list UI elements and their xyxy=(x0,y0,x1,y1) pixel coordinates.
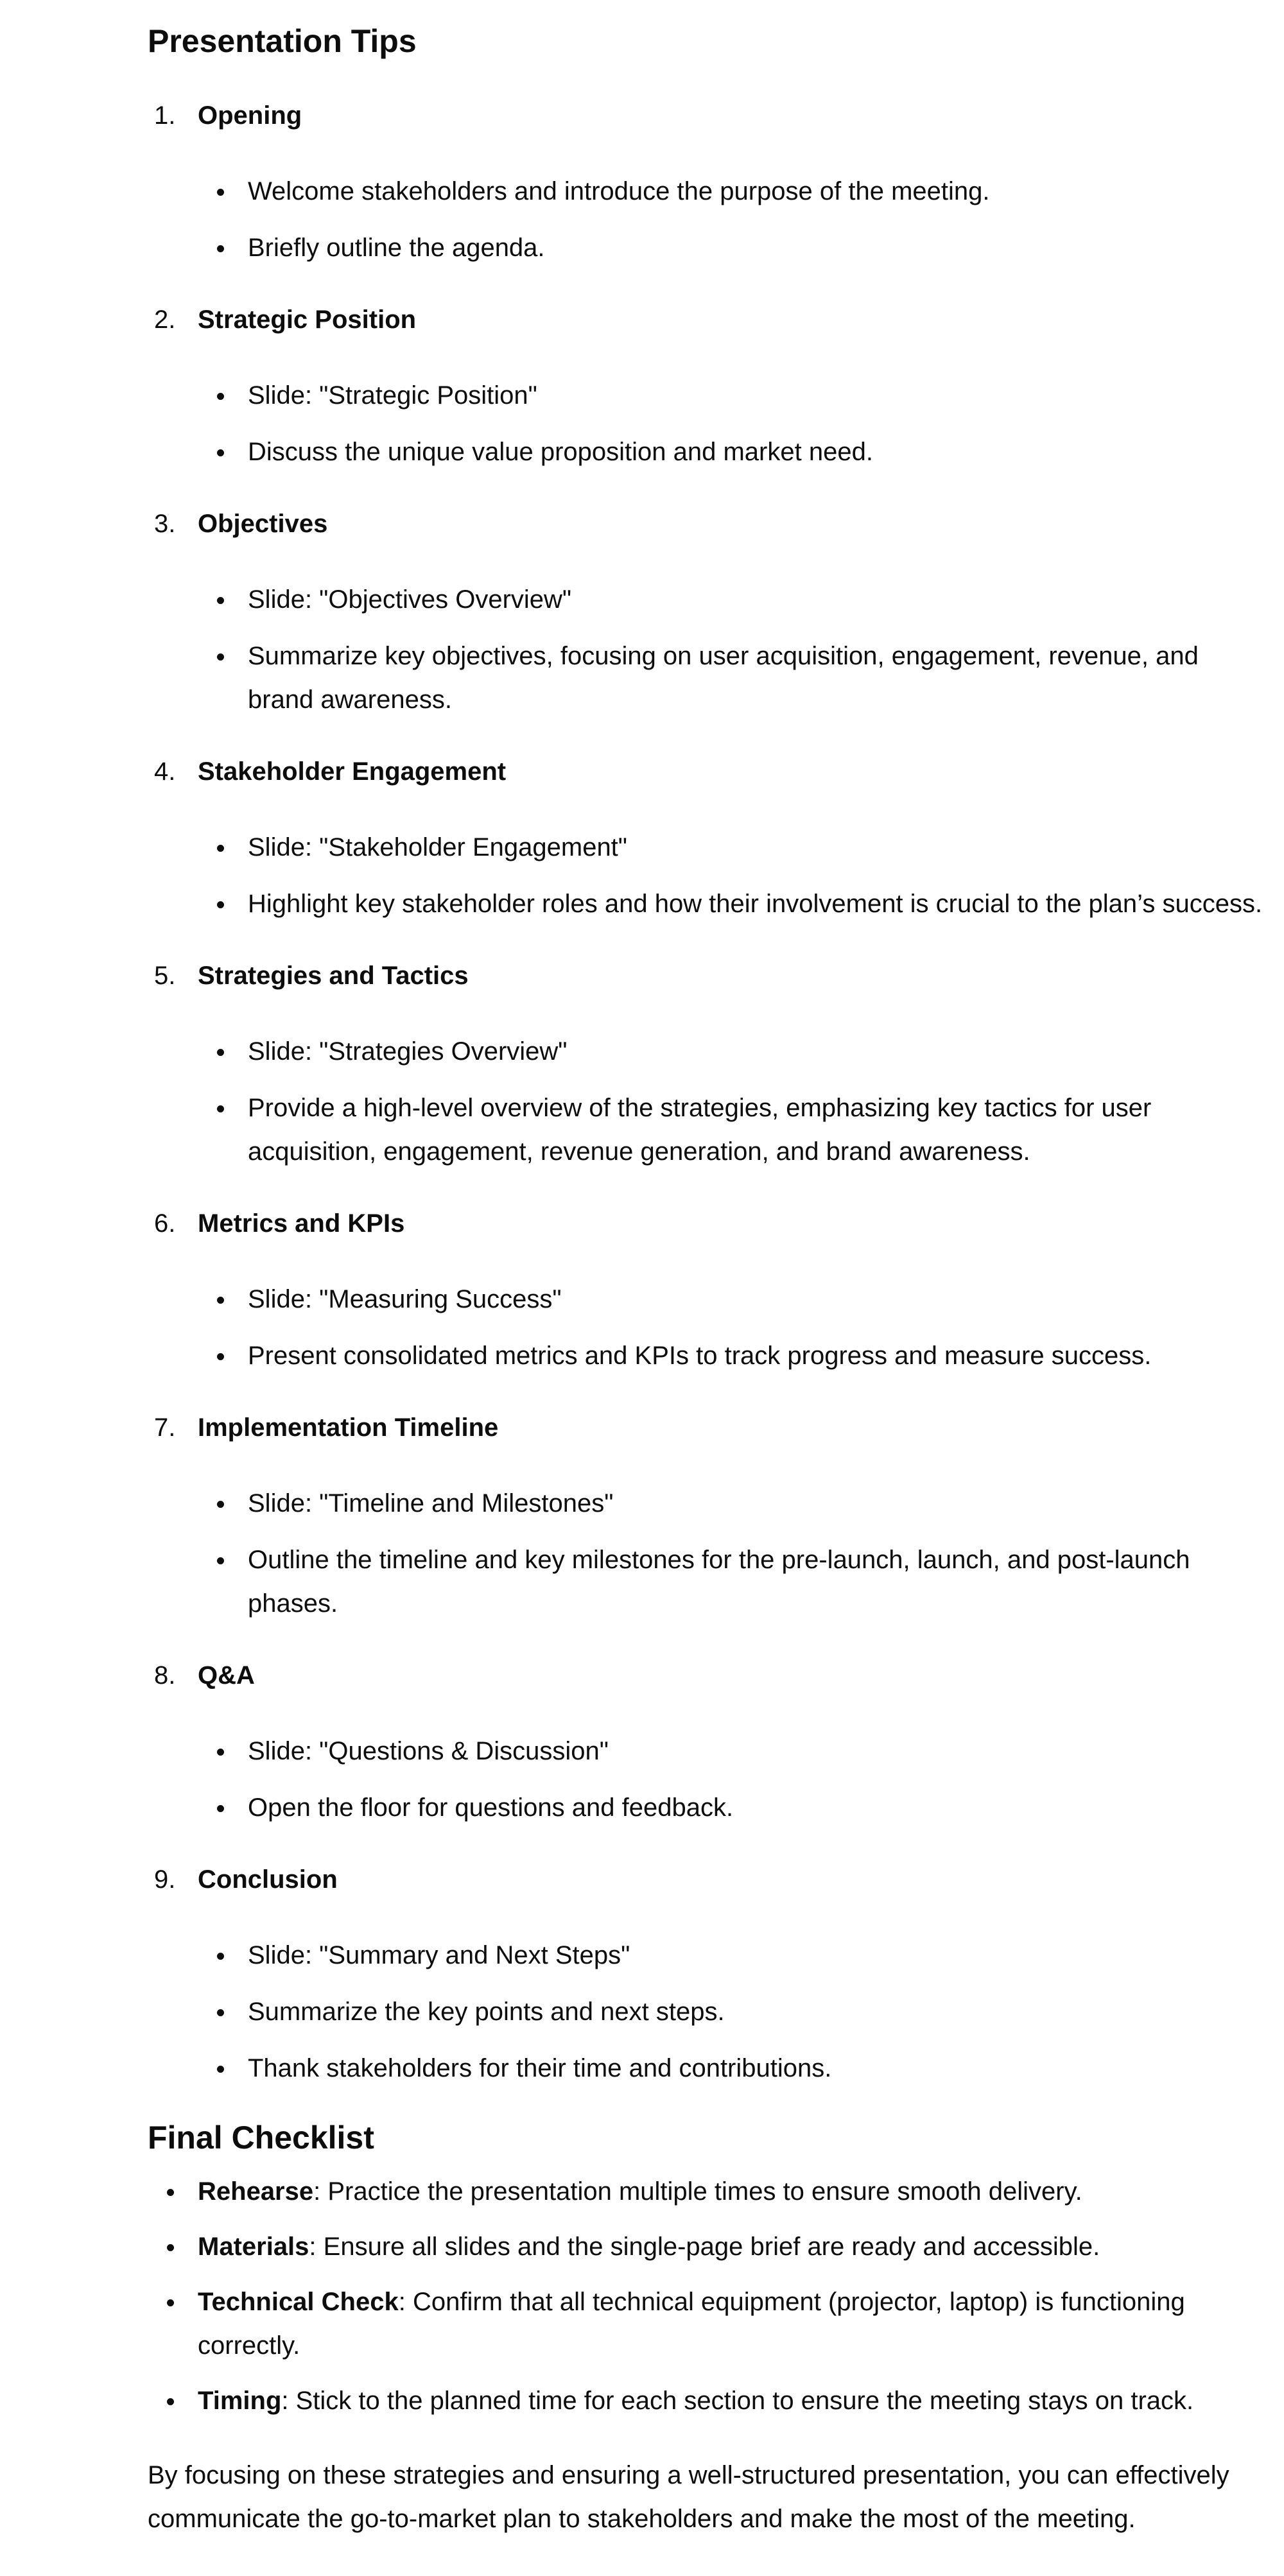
tip-bullet: Present consolidated metrics and KPIs to track progress and measure success. xyxy=(198,1334,1265,1378)
tip-number: 6. xyxy=(154,1209,176,1238)
tip-bullet: Slide: "Strategic Position" xyxy=(198,374,1265,417)
tip-number: 7. xyxy=(154,1413,176,1442)
tip-title: Strategic Position xyxy=(198,306,417,334)
tip-bullet: Discuss the unique value proposition and market need. xyxy=(198,430,1265,474)
tip-number: 9. xyxy=(154,1865,176,1894)
tip-item xyxy=(148,1408,1265,1625)
tip-bullet: Summarize the key points and next steps. xyxy=(198,1990,1265,2034)
tip-item xyxy=(148,1204,1265,1378)
tip-item xyxy=(148,752,1265,926)
tip-bullet: Provide a high-level overview of the strategies, emphasizing key tactics for user acquisition, engagement, revenue generation, and brand awareness. xyxy=(198,1086,1265,1173)
tip-item xyxy=(148,505,1265,722)
tip-title: Strategies and Tactics xyxy=(198,962,469,990)
closing-paragraph: By focusing on these strategies and ensuring a well-structured presentation, you can effectively communicate the go-to-market plan to stakeholders and make the most of the meeting. xyxy=(148,2461,1229,2533)
tip-bullet: Slide: "Timeline and Milestones" xyxy=(198,1482,1265,1525)
tip-number: 4. xyxy=(154,757,176,786)
tip-bullet: Outline the timeline and key milestones for the pre-launch, launch, and post-launch phases. xyxy=(198,1538,1265,1625)
tip-bullet: Slide: "Measuring Success" xyxy=(198,1277,1265,1321)
tip-number: 5. xyxy=(154,962,176,990)
tip-number: 8. xyxy=(154,1661,176,1690)
tip-title: Implementation Timeline xyxy=(198,1413,499,1442)
checklist-item xyxy=(148,2170,1265,2213)
tip-bullet: Highlight key stakeholder roles and how their involvement is crucial to the plan’s success. xyxy=(198,882,1265,926)
tip-item xyxy=(148,300,1265,474)
tip-bullets xyxy=(198,1933,1265,2090)
tip-bullet: Slide: "Objectives Overview" xyxy=(198,578,1265,621)
tip-number: 3. xyxy=(154,510,176,538)
checklist-label: Materials xyxy=(198,2233,309,2261)
checklist-label: Timing xyxy=(198,2387,282,2415)
tip-bullets xyxy=(198,1482,1265,1625)
tip-item xyxy=(148,1860,1265,2090)
tip-number: 1. xyxy=(154,101,176,130)
tip-bullet: Slide: "Strategies Overview" xyxy=(198,1030,1265,1073)
tip-bullet: Summarize key objectives, focusing on user acquisition, engagement, revenue, and brand awareness. xyxy=(198,634,1265,722)
tip-bullets xyxy=(198,578,1265,722)
tip-bullet: Slide: "Summary and Next Steps" xyxy=(198,1933,1265,1977)
checklist-text: : Stick to the planned time for each section to ensure the meeting stays on track. xyxy=(281,2387,1194,2415)
checklist-text: : Confirm that all technical equipment (projector, laptop) is functioning correctly. xyxy=(198,2288,1185,2360)
tip-title: Stakeholder Engagement xyxy=(198,757,507,786)
tip-number: 2. xyxy=(154,306,176,334)
tip-title: Metrics and KPIs xyxy=(198,1209,405,1238)
checklist-label: Technical Check xyxy=(198,2288,399,2316)
tip-bullet: Slide: "Stakeholder Engagement" xyxy=(198,826,1265,869)
checklist-text: : Practice the presentation multiple times to ensure smooth delivery. xyxy=(313,2177,1082,2206)
tip-bullets xyxy=(198,1030,1265,1173)
document-content xyxy=(148,0,1265,2541)
checklist-item xyxy=(148,2280,1265,2367)
tip-item xyxy=(148,956,1265,1173)
checklist-item xyxy=(148,2379,1265,2423)
tip-bullet: Briefly outline the agenda. xyxy=(198,226,1265,270)
tip-bullets xyxy=(198,1729,1265,1829)
tip-title: Opening xyxy=(198,101,302,130)
checklist-item xyxy=(148,2225,1265,2269)
tip-title: Conclusion xyxy=(198,1865,338,1894)
checklist-text: : Ensure all slides and the single-page brief are ready and accessible. xyxy=(309,2233,1100,2261)
tip-item xyxy=(148,96,1265,270)
tip-bullets xyxy=(198,374,1265,474)
tip-bullet: Welcome stakeholders and introduce the purpose of the meeting. xyxy=(198,169,1265,213)
tip-bullet: Thank stakeholders for their time and contributions. xyxy=(198,2046,1265,2090)
checklist xyxy=(148,2170,1265,2423)
tip-item xyxy=(148,1656,1265,1829)
tips-list xyxy=(148,96,1265,2090)
page-title: Presentation Tips xyxy=(148,23,417,59)
tip-bullets xyxy=(198,169,1265,270)
checklist-label: Rehearse xyxy=(198,2177,314,2206)
tip-bullet: Open the floor for questions and feedback. xyxy=(198,1786,1265,1829)
tip-title: Objectives xyxy=(198,510,328,538)
tip-bullets xyxy=(198,826,1265,926)
tip-title: Q&A xyxy=(198,1661,255,1690)
tip-bullet: Slide: "Questions & Discussion" xyxy=(198,1729,1265,1773)
checklist-title: Final Checklist xyxy=(148,2120,374,2156)
tip-bullets xyxy=(198,1277,1265,1378)
